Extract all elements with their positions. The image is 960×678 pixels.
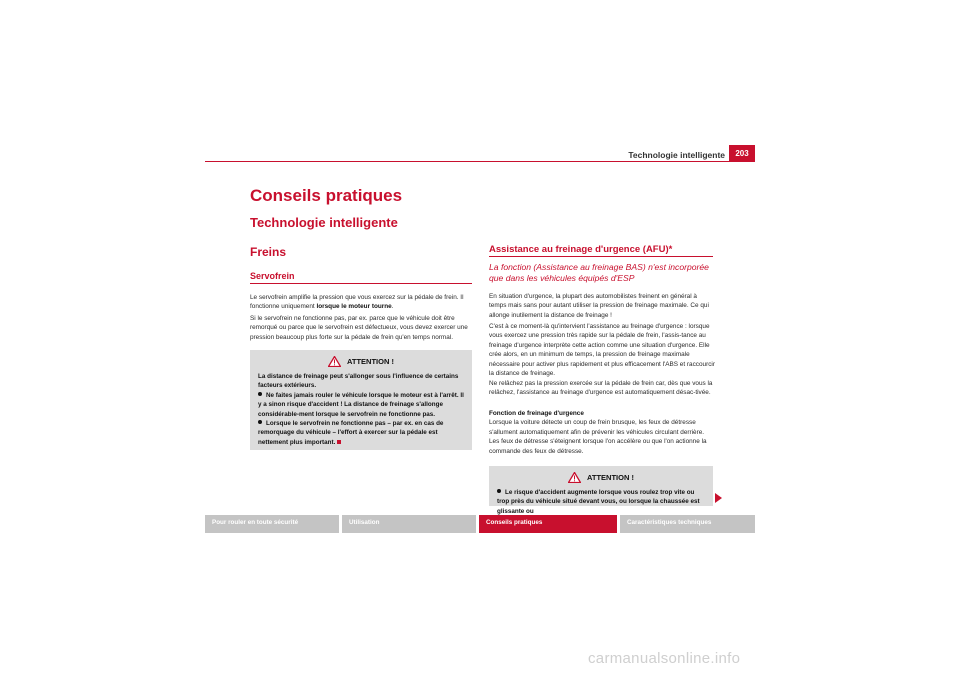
emphasis-text: lorsque le moteur tourne xyxy=(316,303,392,311)
continue-arrow-icon xyxy=(715,493,722,503)
footer-tab-specifications[interactable]: Caractéristiques techniques xyxy=(620,515,755,533)
section-end-marker-icon xyxy=(337,440,341,444)
topic-divider xyxy=(250,283,472,284)
afu-divider xyxy=(489,256,713,257)
warning-bullet: Ne faites jamais rouler le véhicule lorsque le moteur est à l'arrêt. Il y a sinon risque d'accident ! La distance de freinage s'allonge considérable-ment lorsque le servofrein ne fonctionne pas. xyxy=(258,391,464,418)
warning-intro: La distance de freinage peut s'allonger sous l'influence de certains facteurs extérieurs. xyxy=(258,373,459,390)
warning-header: ATTENTION ! xyxy=(258,356,464,367)
afu-lead-text: La fonction (Assistance au freinage BAS) n'est incorporée que dans les véhicules équipés d'ESP xyxy=(489,262,709,283)
watermark: carmanualsonline.info xyxy=(588,650,741,667)
paragraph-afu-1: En situation d'urgence, la plupart des automobilistes freinent en général à temps mais sans pour autant utiliser la pression de freinage maximale. Ce qui allonge inutilement la distance de freinage ! xyxy=(489,293,709,319)
warning-triangle-icon xyxy=(568,472,581,483)
warning-box-afu xyxy=(489,466,713,515)
warning-bullet: Le risque d'accident augmente lorsque vous roulez trop vite ou trop près du véhicule situé devant vous, ou lorsque la chaussée est glissante ou xyxy=(497,489,700,515)
paragraph-afu-2: C'est à ce moment-là qu'intervient l'assistance au freinage d'urgence : lorsque vous exercez une pression très rapide sur la pédale de frein, l'assis-tance au freinage d'urgence interprète cette action comme une situation d'urgence. Elle crée alors, en un minimum de temps, la pression de freinage maximale nécessaire pour activer plus rapidement et plus efficacement l'ABS et raccourcir la distance de freinage. xyxy=(489,323,715,378)
subheading-emergency-function: Fonction de freinage d'urgence xyxy=(489,410,584,417)
warning-triangle-icon xyxy=(328,356,341,367)
warning-box-servofrein xyxy=(250,350,472,450)
subsection-title: Freins xyxy=(250,245,287,259)
paragraph-servofrein-1: Le servofrein amplifie la pression que vous exercez sur la pédale de frein. Il fonctionne uniquement lorsque le moteur tourne. xyxy=(250,294,464,311)
afu-title: Assistance au freinage d'urgence (AFU)* xyxy=(489,244,673,255)
bullet-dot-icon xyxy=(258,392,262,396)
footer-tab-usage[interactable]: Utilisation xyxy=(342,515,476,533)
footer-tab-safety[interactable]: Pour rouler en toute sécurité xyxy=(205,515,339,533)
running-header-title: Technologie intelligente xyxy=(628,150,725,160)
warning-header: ATTENTION ! xyxy=(497,472,705,483)
section-title: Technologie intelligente xyxy=(250,215,398,230)
paragraph-afu-3: Ne relâchez pas la pression exercée sur la pédale de frein car, dès que vous la relâchez, l'assistance au freinage d'urgence est automatiquement désac-tivée. xyxy=(489,380,713,397)
warning-bullet: Lorsque le servofrein ne fonctionne pas – par ex. en cas de remorquage du véhicule – l'effort à exercer sur la pédale est nettement plus important. xyxy=(258,420,444,446)
chapter-title: Conseils pratiques xyxy=(250,186,403,205)
bullet-dot-icon xyxy=(497,489,501,493)
paragraph-emergency-function: Fonction de freinage d'urgence Lorsque la voiture détecte un coup de frein brusque, les feux de détresse s'allument automatiquement afin de prévenir les véhicules circulant derrière. Les feux de détresse s'éteignent lorsque l'on accélère ou que l'on actionne la commande des feux de détresse. xyxy=(489,409,715,456)
footer-tab-practical-tips[interactable]: Conseils pratiques xyxy=(479,515,617,533)
paragraph-servofrein-2: Si le servofrein ne fonctionne pas, par ex. parce que le véhicule doit être remorqué ou parce que le servofrein est défectueux, vous devez exercer une pression beaucoup plus forte sur la pédale de frein qu'en temps normal. xyxy=(250,315,468,341)
page-number: 203 xyxy=(729,145,755,162)
header-divider xyxy=(205,161,755,162)
topic-title: Servofrein xyxy=(250,271,295,281)
bullet-dot-icon xyxy=(258,420,262,424)
